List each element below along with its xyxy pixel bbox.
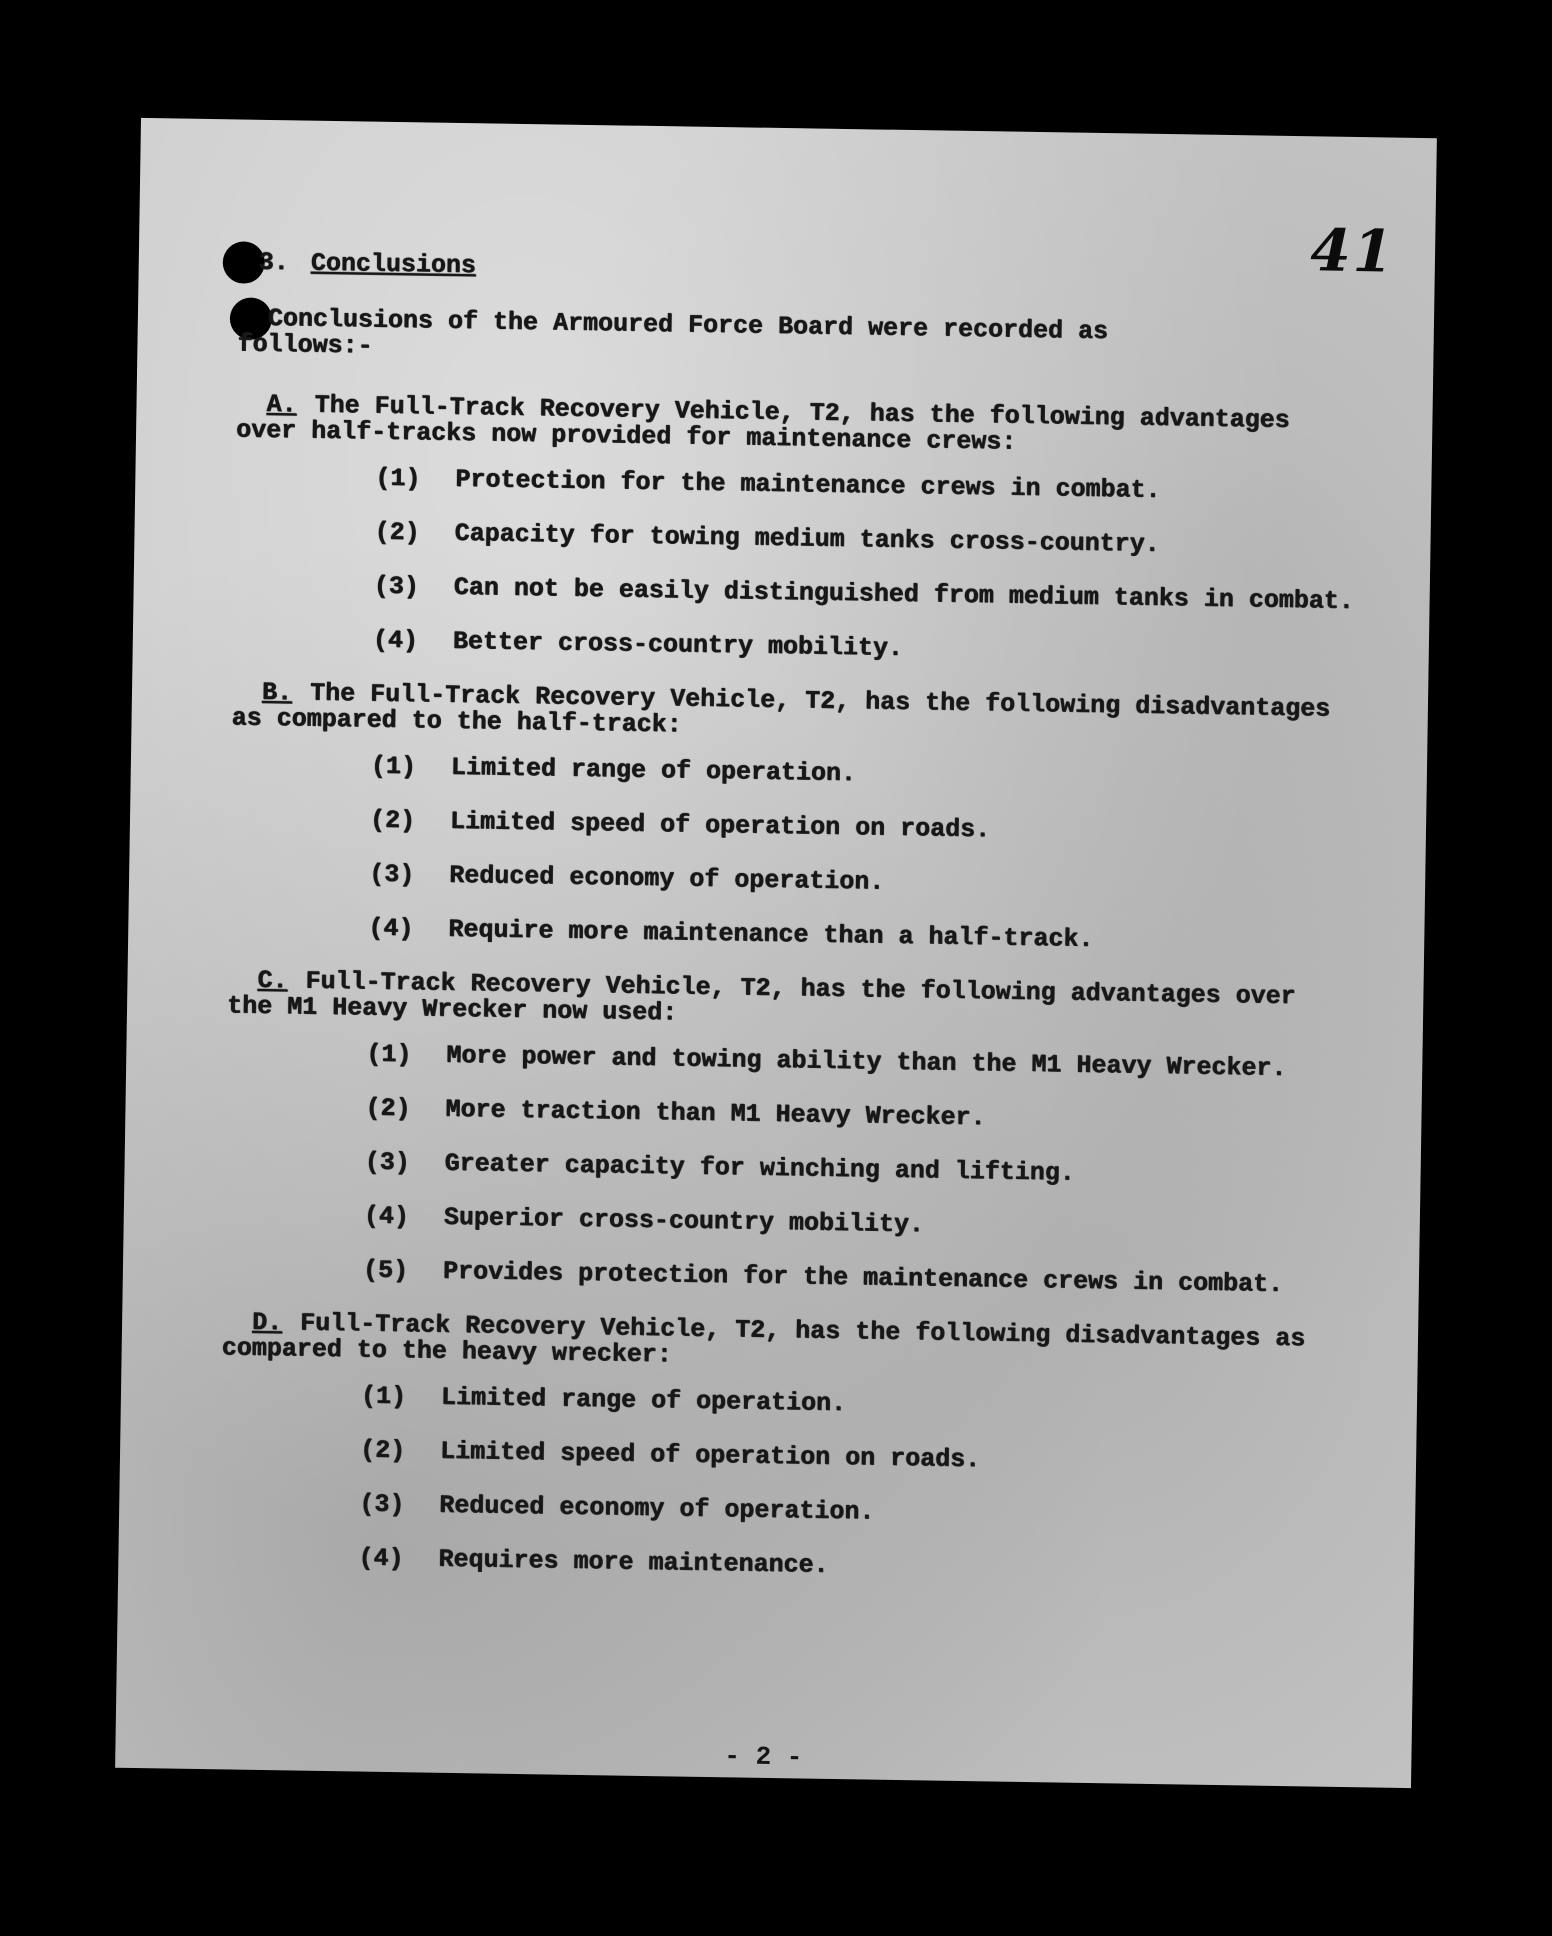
list-item: [360, 1381, 1347, 1425]
item-number: (5): [362, 1255, 409, 1286]
item-number: (3): [368, 859, 415, 890]
item-number: (4): [372, 625, 419, 656]
item-text: Protection for the maintenance crews in combat.: [455, 464, 1161, 505]
list-item: [359, 1435, 1346, 1479]
document-page: [115, 118, 1437, 1788]
list-item: [363, 1201, 1350, 1245]
list-item: [375, 463, 1361, 507]
item-list: [372, 463, 1362, 669]
list-item: [365, 1093, 1351, 1137]
list-item: [370, 751, 1357, 795]
list-item: [364, 1147, 1350, 1191]
item-text: Provides protection for the maintenance crews in combat.: [442, 1256, 1284, 1300]
item-number: (2): [359, 1435, 406, 1466]
paragraph-c: [223, 967, 1354, 1299]
item-text: Superior cross-country mobility.: [443, 1202, 925, 1240]
item-text: Greater capacity for winching and lifting.: [444, 1148, 1075, 1188]
item-number: (4): [368, 913, 414, 944]
item-number: (3): [373, 571, 419, 602]
paragraph-heading: [227, 967, 1354, 1037]
list-item: [372, 625, 1359, 669]
paragraph-d: [218, 1309, 1348, 1587]
item-text: More traction than M1 Heavy Wrecker.: [445, 1094, 986, 1133]
item-text: Capacity for towing medium tanks cross-country.: [454, 518, 1160, 559]
section-heading: [258, 247, 1365, 293]
intro-paragraph: Conclusions of the Armoured Force Board were recorded as follows:-: [237, 303, 1109, 361]
paragraph-heading: [222, 1309, 1349, 1379]
item-number: (3): [359, 1489, 405, 1520]
item-list: [358, 1381, 1347, 1587]
item-number: (1): [366, 1039, 412, 1070]
document-body: [218, 249, 1365, 1615]
item-number: (4): [363, 1201, 410, 1232]
section-number: 3.: [258, 247, 290, 278]
list-item: [366, 1039, 1352, 1084]
paragraph-letter: D.: [251, 1307, 283, 1338]
item-number: (3): [364, 1147, 410, 1178]
paragraph-heading: [236, 391, 1363, 461]
item-text: More power and towing ability than the M1 Heavy Wrecker.: [446, 1040, 1287, 1084]
list-item: [369, 805, 1356, 849]
item-text: Limited speed of operation on roads.: [439, 1436, 981, 1475]
page-footer-number: - 2 -: [724, 1741, 803, 1773]
list-item: [368, 859, 1355, 903]
paragraph-letter: C.: [257, 965, 288, 996]
list-item: [373, 571, 1360, 617]
item-text: Require more maintenance than a half-track.: [448, 914, 1094, 954]
paragraph-heading-text: Full-Track Recovery Vehicle, T2, has the following disadvantages as compared to the heavy wrecker:: [221, 1308, 1306, 1370]
item-text: Limited range of operation.: [440, 1382, 847, 1419]
paragraph-heading: [231, 679, 1358, 749]
item-number: (1): [375, 463, 421, 494]
item-list: [362, 1039, 1353, 1300]
item-text: Reduced economy of operation.: [448, 860, 885, 897]
item-text: Requires more maintenance.: [438, 1544, 829, 1580]
paragraph-a: [233, 391, 1363, 669]
item-number: (2): [365, 1093, 411, 1124]
paragraph-heading-text: The Full-Track Recovery Vehicle, T2, has the following advantages over half-tracks now provided for maintenance crews:: [235, 390, 1290, 457]
item-number: (4): [358, 1543, 404, 1574]
paragraph-heading-text: The Full-Track Recovery Vehicle, T2, has the following disadvantages as compared to the half-track:: [231, 678, 1331, 740]
paragraph-heading-text: Full-Track Recovery Vehicle, T2, has the following advantages over the M1 Heavy Wrecker now used:: [226, 966, 1296, 1028]
item-text: Better cross-country mobility.: [452, 626, 904, 663]
section-title: Conclusions: [310, 248, 477, 281]
list-item: [358, 1543, 1344, 1587]
list-item: [359, 1489, 1345, 1533]
item-text: Limited range of operation.: [450, 752, 857, 789]
handwritten-folio-number: 41: [1309, 216, 1396, 286]
paragraph-letter: B.: [261, 677, 293, 708]
list-item: [374, 517, 1360, 561]
list-item: [368, 913, 1354, 957]
item-text: Limited speed of operation on roads.: [449, 806, 991, 845]
paragraph-b: [228, 679, 1358, 957]
item-text: Reduced economy of operation.: [439, 1490, 875, 1527]
item-number: (2): [374, 517, 420, 548]
paragraph-letter: A.: [266, 389, 297, 420]
list-item: [362, 1255, 1349, 1300]
item-number: (1): [370, 751, 417, 782]
item-number: (1): [360, 1381, 407, 1412]
item-text: Can not be easily distinguished from medium tanks in combat.: [453, 572, 1354, 617]
item-number: (2): [369, 805, 416, 836]
item-list: [368, 751, 1357, 957]
